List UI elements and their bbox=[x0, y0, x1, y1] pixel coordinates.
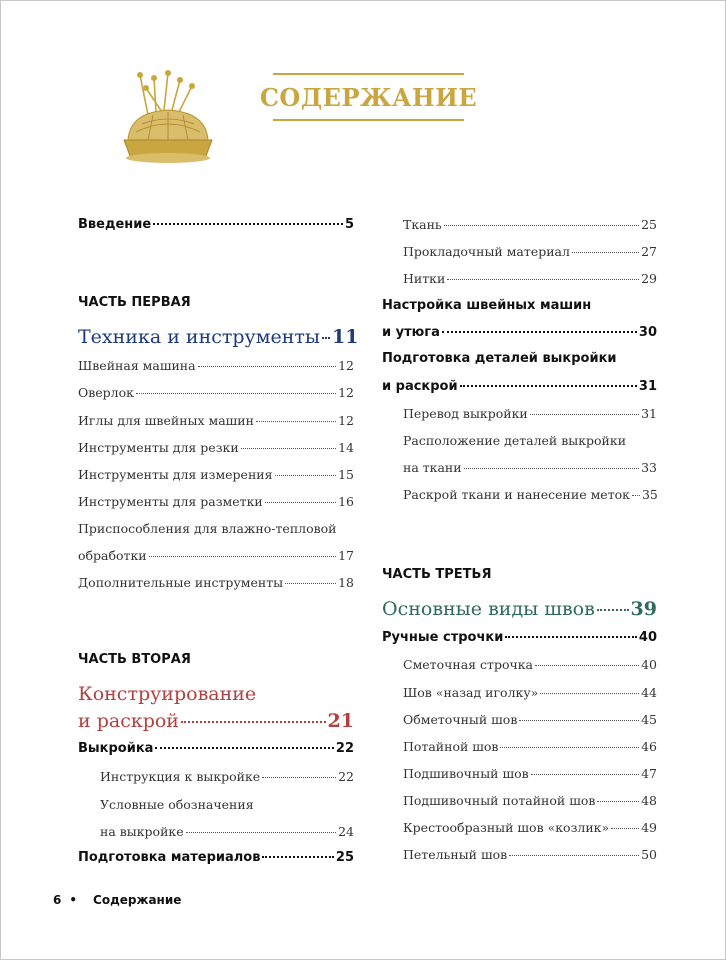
toc-entry[interactable]: Крестообразный шов «козлик» 49 bbox=[403, 820, 657, 835]
toc-heading-part-two-line1[interactable]: Конструирование bbox=[78, 683, 257, 705]
toc-entry-line1[interactable]: Настройка швейных машин bbox=[382, 298, 592, 313]
footer-bullet: • bbox=[69, 893, 78, 907]
toc-entry[interactable]: Дополнительные инструменты 18 bbox=[78, 575, 354, 590]
toc-entry[interactable]: Инструменты для измерения 15 bbox=[78, 467, 354, 482]
toc-entry-materials[interactable]: Подготовка материалов 25 bbox=[78, 850, 354, 865]
toc-entry[interactable]: Инструкция к выкройке 22 bbox=[100, 769, 354, 784]
toc-entry-prep[interactable]: и раскрой 31 bbox=[382, 379, 657, 394]
toc-entry[interactable]: Инструменты для разметки 16 bbox=[78, 494, 354, 509]
toc-entry[interactable]: на выкройке 24 bbox=[100, 824, 354, 839]
toc-entry[interactable]: Оверлок 12 bbox=[78, 385, 354, 400]
toc-entry-line1[interactable]: Условные обозначения bbox=[100, 797, 254, 812]
part-two-label: ЧАСТЬ ВТОРАЯ bbox=[78, 652, 191, 667]
toc-entry[interactable]: Прокладочный материал 27 bbox=[403, 244, 657, 259]
toc-entry-setup[interactable]: и утюга 30 bbox=[382, 325, 657, 340]
part-one-label: ЧАСТЬ ПЕРВАЯ bbox=[78, 295, 191, 310]
pincushion-icon bbox=[118, 70, 218, 170]
toc-entry[interactable]: Иглы для швейных машин 12 bbox=[78, 413, 354, 428]
toc-entry-line1[interactable]: Подготовка деталей выкройки bbox=[382, 351, 617, 366]
title-box bbox=[259, 73, 478, 121]
toc-entry[interactable]: Шов «назад иголку» 44 bbox=[403, 685, 657, 700]
toc-entry-line1[interactable]: Расположение деталей выкройки bbox=[403, 433, 627, 448]
page-number: 6 bbox=[53, 893, 62, 907]
toc-entry-hand-stitches[interactable]: Ручные строчки 40 bbox=[382, 630, 657, 645]
toc-entry[interactable]: Швейная машина 12 bbox=[78, 358, 354, 373]
page-footer bbox=[53, 893, 181, 907]
toc-entry-pattern[interactable]: Выкройка 22 bbox=[78, 741, 354, 756]
toc-entry[interactable]: Подшивочный потайной шов 48 bbox=[403, 793, 657, 808]
toc-entry-intro[interactable]: Введение 5 bbox=[78, 217, 354, 232]
part-three-label: ЧАСТЬ ТРЕТЬЯ bbox=[382, 567, 492, 582]
footer-section-label: Содержание bbox=[93, 893, 182, 907]
page-title: СОДЕРЖАНИЕ bbox=[259, 82, 478, 112]
toc-entry[interactable]: на ткани 33 bbox=[403, 460, 657, 475]
toc-entry[interactable]: Перевод выкройки 31 bbox=[403, 406, 657, 421]
toc-entry[interactable]: Инструменты для резки 14 bbox=[78, 440, 354, 455]
toc-entry-line1[interactable]: Приспособления для влажно-тепловой bbox=[78, 521, 337, 536]
toc-heading-part-three[interactable]: Основные виды швов 39 bbox=[382, 598, 657, 620]
toc-entry[interactable]: Обметочный шов 45 bbox=[403, 712, 657, 727]
toc-entry[interactable]: обработки 17 bbox=[78, 548, 354, 563]
toc-heading-part-two[interactable]: и раскрой 21 bbox=[78, 710, 354, 732]
toc-entry[interactable]: Ткань 25 bbox=[403, 217, 657, 232]
toc-entry[interactable]: Потайной шов 46 bbox=[403, 739, 657, 754]
toc-heading-part-one[interactable]: Техника и инструменты 11 bbox=[78, 326, 359, 348]
toc-entry[interactable]: Раскрой ткани и нанесение меток 35 bbox=[403, 487, 658, 502]
toc-entry[interactable]: Нитки 29 bbox=[403, 271, 657, 286]
toc-entry[interactable]: Подшивочный шов 47 bbox=[403, 766, 657, 781]
toc-entry[interactable]: Сметочная строчка 40 bbox=[403, 657, 657, 672]
toc-entry[interactable]: Петельный шов 50 bbox=[403, 847, 657, 862]
